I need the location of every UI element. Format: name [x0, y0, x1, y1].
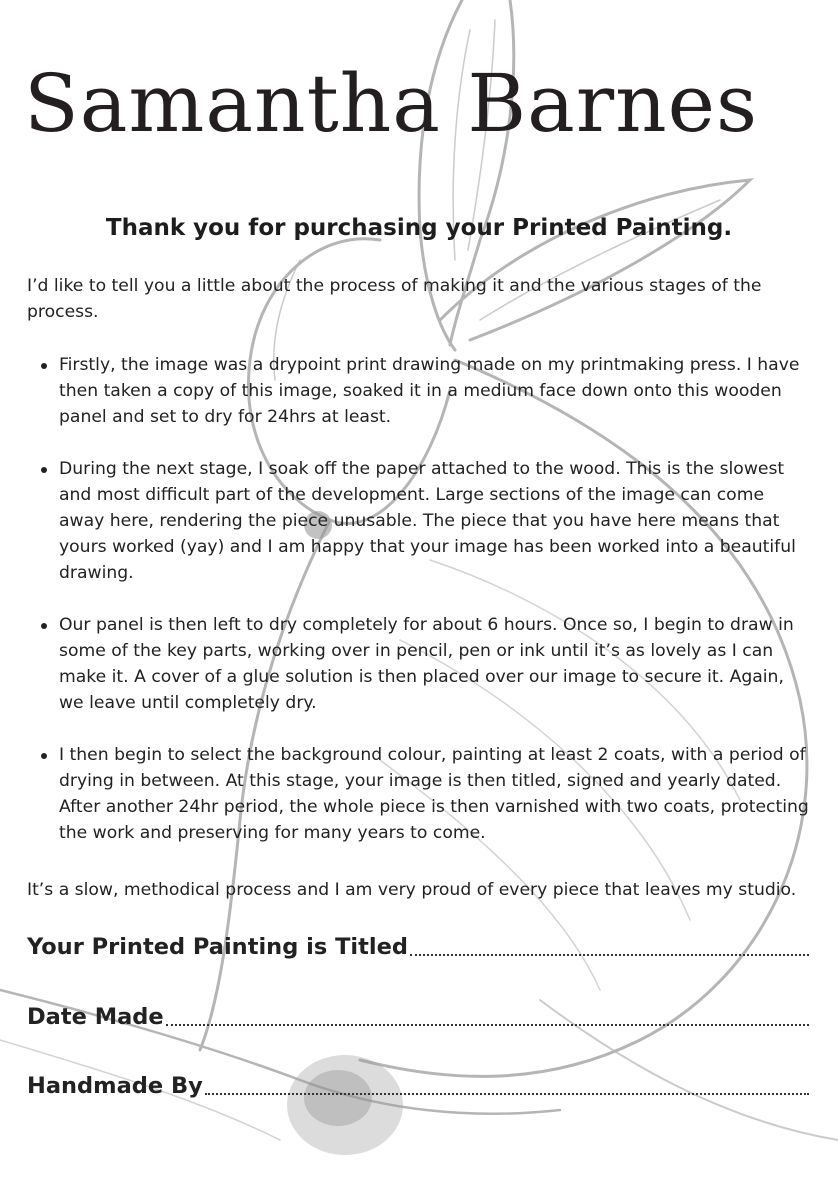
list-item	[27, 612, 813, 716]
intro-paragraph: I’d like to tell you a little about the process of making it and the various stages of the process.	[27, 276, 762, 322]
maker-field-label: Handmade By	[27, 1073, 203, 1099]
title-field-line	[410, 954, 809, 956]
title-field	[27, 930, 809, 962]
list-item	[27, 352, 813, 430]
bullet-icon	[41, 753, 47, 759]
maker-field-line	[205, 1093, 809, 1095]
step-text: Firstly, the image was a drypoint print drawing made on my printmaking press. I have then taken a copy of this image, soaked it in a medium face down onto this wooden panel and set to dry for 24hrs at least.	[59, 355, 800, 427]
step-text: During the next stage, I soak off the paper attached to the wood. This is the slowest and most difficult part of the development. Large sections of the image can come away here, rendering the piece unusable. The piece that you have here means that yours worked (yay) and I am happy that your image has been worked into a beautiful drawing.	[59, 459, 796, 583]
bullet-icon	[41, 467, 47, 473]
process-steps-list	[27, 352, 813, 872]
date-field-line	[166, 1024, 809, 1026]
brand-name: Samantha Barnes	[24, 57, 759, 150]
bullet-icon	[41, 623, 47, 629]
list-item	[27, 456, 813, 586]
date-field	[27, 1000, 809, 1032]
step-text: Our panel is then left to dry completely for about 6 hours. Once so, I begin to draw in some of the key parts, working over in pencil, pen or ink until it’s as lovely as I can make it. A cover of a glue solution is then placed over our image to secure it. Again, we leave until completely dry.	[59, 615, 794, 713]
thank-you-headline: Thank you for purchasing your Printed Painting.	[105, 215, 733, 241]
maker-field	[27, 1069, 809, 1101]
step-text: I then begin to select the background colour, painting at least 2 coats, with a period of drying in between. At this stage, your image is then titled, signed and yearly dated. After another 24hr period, the whole piece is then varnished with two coats, protecting the work and preserving for many years to come.	[59, 745, 809, 843]
title-field-label: Your Printed Painting is Titled	[27, 934, 408, 960]
list-item	[27, 742, 813, 846]
closing-paragraph: It’s a slow, methodical process and I am very proud of every piece that leaves my studio.	[27, 880, 797, 900]
bullet-icon	[41, 363, 47, 369]
date-field-label: Date Made	[27, 1004, 164, 1030]
